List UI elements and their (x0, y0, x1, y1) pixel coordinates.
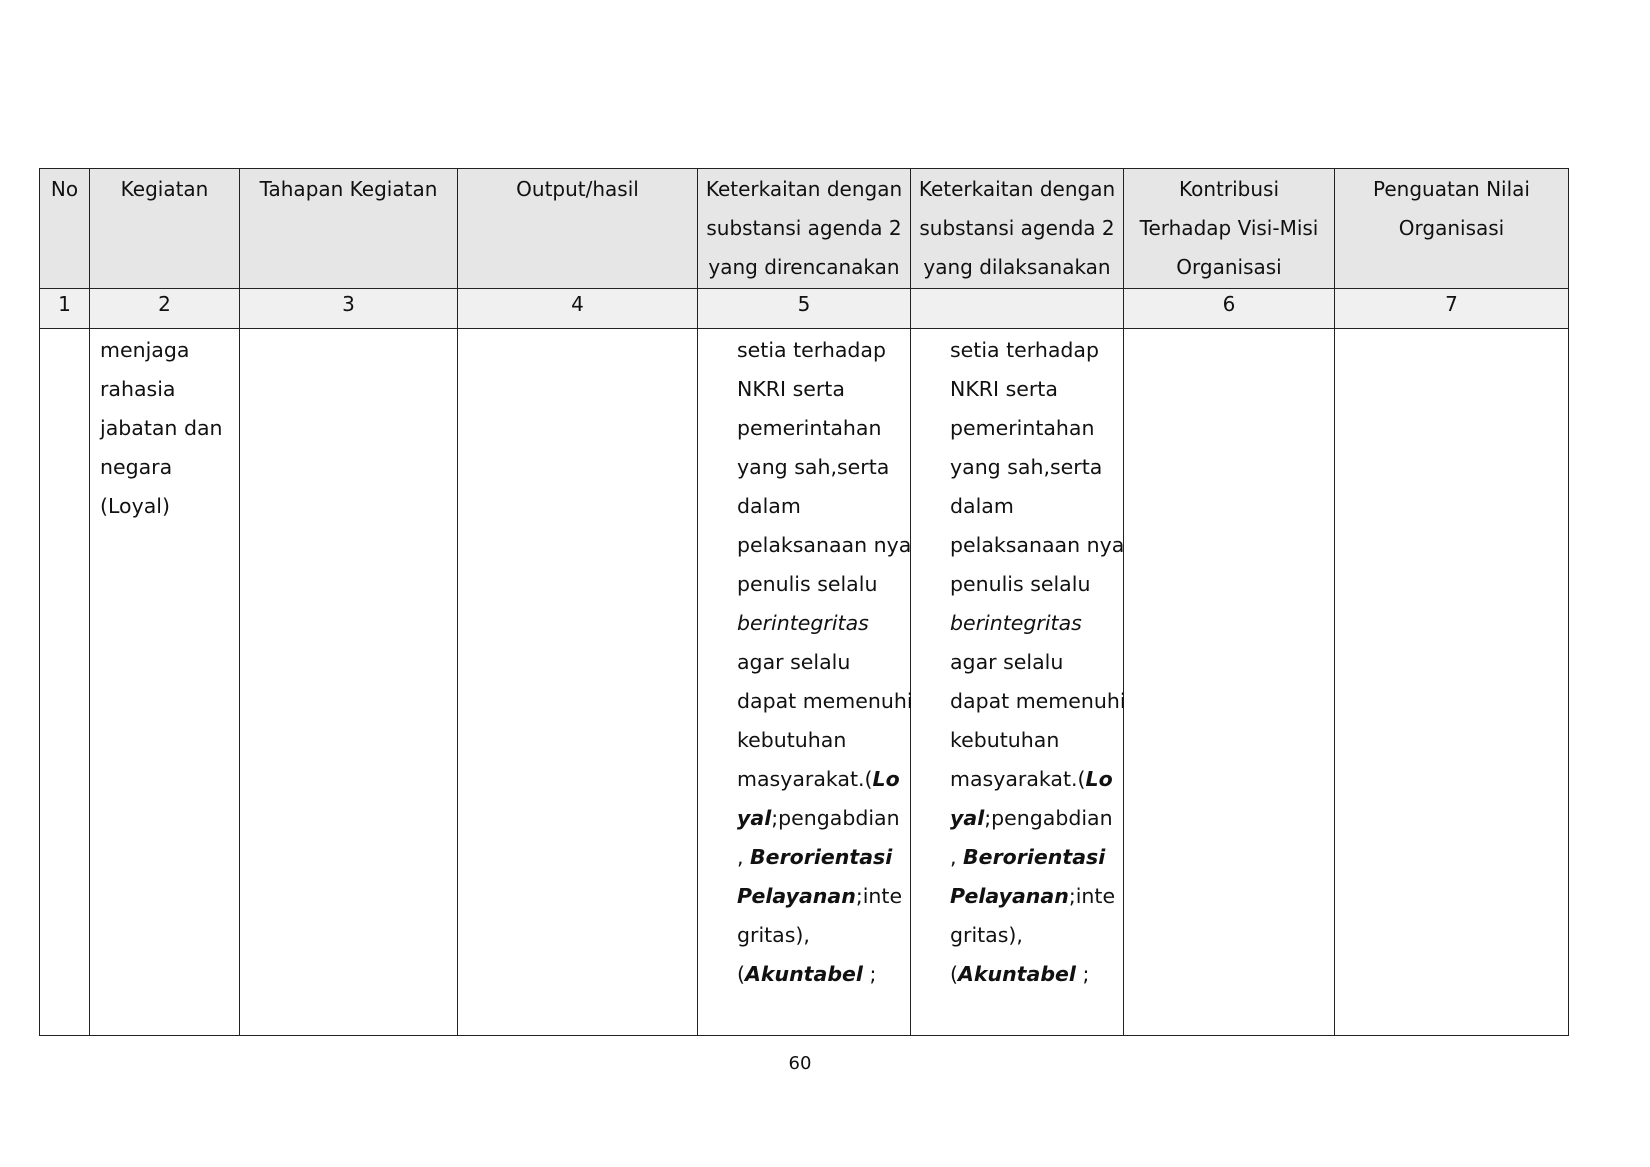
text-line (737, 409, 910, 448)
text-line (950, 370, 1123, 409)
column-number: 6 (1124, 289, 1335, 329)
header-kegiatan: Kegiatan (90, 169, 240, 289)
cell-keterkaitan-direncanakan (698, 329, 911, 1036)
text-line (737, 877, 910, 916)
text-line (950, 838, 1123, 877)
text-segment: ;pengabdian (984, 806, 1113, 830)
text-segment: Akuntabel (958, 962, 1076, 986)
text-line (950, 760, 1123, 799)
text-segment: Berorientasi (963, 845, 1106, 869)
text-segment: dalam (737, 494, 801, 518)
table-row (40, 329, 1569, 1036)
kegiatan-text (90, 329, 239, 526)
cell-penguatan-nilai (1335, 329, 1569, 1036)
header-keterkaitan-direncanakan (698, 169, 911, 289)
text-segment: Pelayanan (950, 884, 1069, 908)
text-segment: gritas), (737, 923, 810, 947)
column-number: 3 (240, 289, 458, 329)
column-number: 1 (40, 289, 90, 329)
column-number: 7 (1335, 289, 1569, 329)
text-line (737, 682, 913, 721)
text-line (737, 565, 910, 604)
text-segment: Pelayanan (737, 884, 856, 908)
text-segment: penulis selalu (737, 572, 878, 596)
text-segment: kebutuhan (737, 728, 847, 752)
text-segment: masyarakat.( (950, 767, 1086, 791)
text-segment: ( (737, 962, 745, 986)
text-line (950, 526, 1123, 565)
text-line (950, 721, 1123, 760)
header-line: Terhadap Visi-Misi (1139, 216, 1319, 240)
cell-keterkaitan-dilaksanakan (911, 329, 1124, 1036)
cell-kontribusi (1124, 329, 1335, 1036)
text-line (737, 643, 910, 682)
text-segment: pelaksanaan nya (737, 533, 912, 557)
text-segment: ; (862, 962, 877, 986)
text-segment: pemerintahan (737, 416, 882, 440)
header-no: No (40, 169, 90, 289)
header-output-hasil: Output/hasil (458, 169, 698, 289)
text-line (737, 760, 910, 799)
cell-tahapan-kegiatan (240, 329, 458, 1036)
text-segment: dapat memenuhi (737, 689, 913, 713)
text-segment: agar selalu (950, 650, 1064, 674)
keterkaitan-dilaksanakan-text (911, 329, 1126, 994)
text-line: menjaga (100, 338, 190, 362)
text-segment: Berorientasi (750, 845, 893, 869)
header-line: yang direncanakan (708, 255, 900, 279)
header-penguatan-nilai (1335, 169, 1569, 289)
text-segment: ; (1075, 962, 1090, 986)
text-segment: , (737, 845, 751, 869)
text-line (950, 331, 1123, 370)
header-line: Keterkaitan dengan (705, 177, 903, 201)
text-segment: gritas), (950, 923, 1023, 947)
text-line (737, 448, 910, 487)
text-line (737, 526, 910, 565)
header-line: Penguatan Nilai (1373, 177, 1530, 201)
text-segment: dalam (950, 494, 1014, 518)
header-line: Organisasi (1176, 255, 1282, 279)
text-segment: Lo (872, 767, 900, 791)
text-line (737, 916, 910, 955)
keterkaitan-direncanakan-text (698, 329, 913, 994)
text-line (950, 916, 1123, 955)
text-segment: Lo (1085, 767, 1113, 791)
header-line: Keterkaitan dengan (918, 177, 1116, 201)
text-segment: pelaksanaan nya (950, 533, 1125, 557)
text-line (737, 955, 910, 994)
column-number: 5 (698, 289, 911, 329)
column-number (911, 289, 1124, 329)
text-line (950, 682, 1126, 721)
header-row (40, 169, 1569, 289)
text-segment: ;inte (1068, 884, 1116, 908)
text-segment: , (950, 845, 964, 869)
text-line: rahasia (100, 377, 176, 401)
header-tahapan-kegiatan: Tahapan Kegiatan (240, 169, 458, 289)
text-line (737, 721, 910, 760)
text-segment: kebutuhan (950, 728, 1060, 752)
cell-output-hasil (458, 329, 698, 1036)
text-segment: ;inte (855, 884, 903, 908)
text-line (737, 604, 910, 643)
text-line (950, 799, 1123, 838)
text-segment: setia terhadap (950, 338, 1099, 362)
header-kontribusi (1124, 169, 1335, 289)
text-line: (Loyal) (100, 494, 170, 518)
text-segment: yang sah,serta (950, 455, 1103, 479)
column-number-row (40, 289, 1569, 329)
column-number: 4 (458, 289, 698, 329)
text-segment: yal (737, 806, 772, 830)
text-segment: penulis selalu (950, 572, 1091, 596)
text-line (737, 487, 910, 526)
text-line (950, 877, 1123, 916)
text-line (950, 955, 1123, 994)
text-segment: setia terhadap (737, 338, 886, 362)
text-segment: NKRI serta (950, 377, 1058, 401)
text-line: negara (100, 455, 173, 479)
text-segment: berintegritas (950, 611, 1082, 635)
text-segment: pemerintahan (950, 416, 1095, 440)
header-line: substansi agenda 2 (919, 216, 1115, 240)
text-segment: ( (950, 962, 958, 986)
text-line (737, 838, 910, 877)
text-segment: ;pengabdian (771, 806, 900, 830)
page-number: 60 (788, 1053, 812, 1074)
activity-table (39, 168, 1569, 1036)
text-line (950, 409, 1123, 448)
column-number: 2 (90, 289, 240, 329)
cell-kegiatan (90, 329, 240, 1036)
text-segment: yal (950, 806, 985, 830)
text-line (950, 487, 1123, 526)
header-line: Kontribusi (1179, 177, 1279, 201)
text-segment: masyarakat.( (737, 767, 873, 791)
cell-no (40, 329, 90, 1036)
text-line (950, 643, 1123, 682)
header-line: substansi agenda 2 (706, 216, 902, 240)
text-segment: NKRI serta (737, 377, 845, 401)
text-segment: dapat memenuhi (950, 689, 1126, 713)
text-line (737, 799, 910, 838)
text-segment: Akuntabel (745, 962, 863, 986)
text-line (737, 331, 910, 370)
text-line: jabatan dan (100, 416, 223, 440)
text-line (950, 448, 1123, 487)
header-line: Organisasi (1398, 216, 1505, 240)
text-segment: berintegritas (737, 611, 869, 635)
header-line: yang dilaksanakan (923, 255, 1111, 279)
header-keterkaitan-dilaksanakan (911, 169, 1124, 289)
text-line (950, 565, 1123, 604)
text-segment: agar selalu (737, 650, 851, 674)
text-segment: yang sah,serta (737, 455, 890, 479)
text-line (737, 370, 910, 409)
text-line (950, 604, 1123, 643)
